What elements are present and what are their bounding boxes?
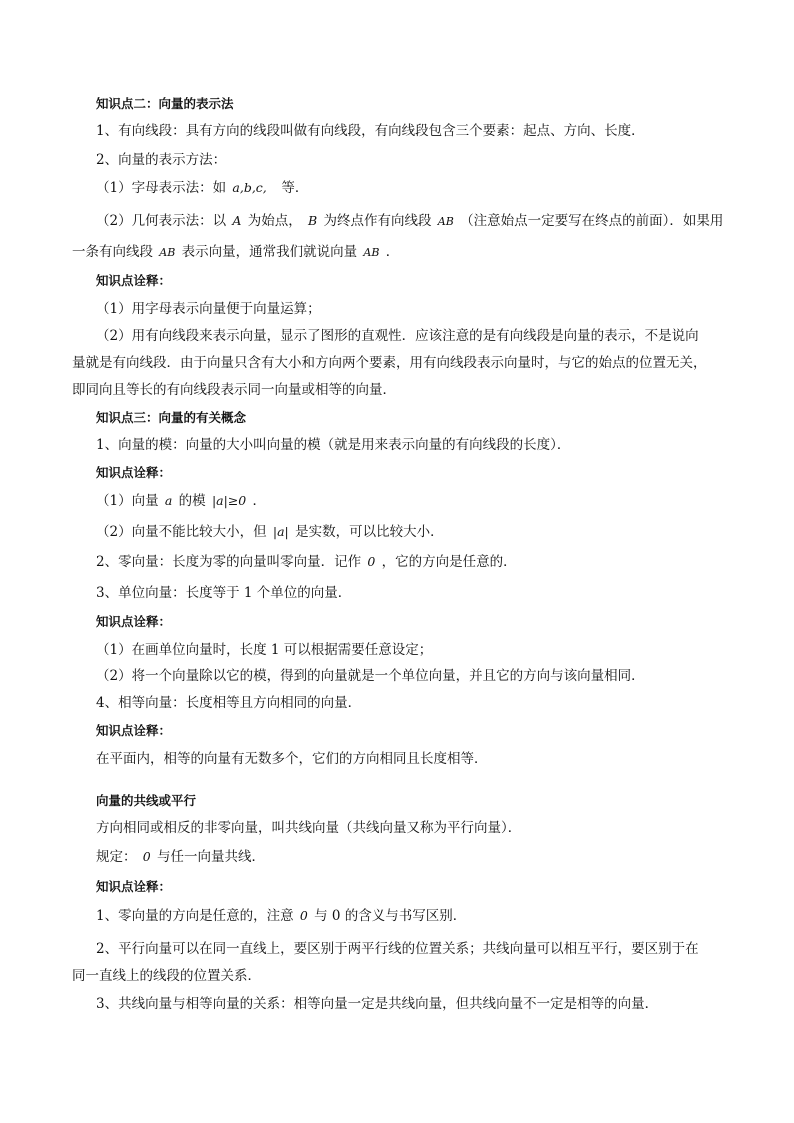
zero-vector-symbol: 0: [367, 554, 376, 569]
modulus-expression: |a|≥0: [211, 493, 247, 508]
note-unit-1: （1）在画单位向量时，长度 1 可以根据需要任意设定；: [96, 642, 433, 658]
note-collinear-2-line-1: 2、平行向量可以在同一直线上，要区别于两平行线的位置关系；共线向量可以相互平行，要区别于在: [96, 941, 699, 957]
note-2-line-2: 量就是有向线段．由于向量只含有大小和方向两个要素，用有向线段表示向量时，与它的始点的位置无关，: [72, 355, 707, 371]
paragraph-geometric-representation: [96, 212, 724, 231]
text: 一条有向线段: [72, 244, 153, 260]
vector-ab: AB: [159, 246, 176, 259]
text: 的模: [178, 493, 206, 509]
note-collinear-3: 3、共线向量与相等向量的关系：相等向量一定是共线向量，但共线向量不一定是相等的向量．: [96, 996, 659, 1012]
text: （1）向量: [96, 493, 159, 509]
text: 是实数，可以比较大小．: [295, 524, 444, 540]
vector-ab: AB: [437, 215, 454, 228]
text: （注意始点一定要写在终点的前面）．如果用: [460, 213, 724, 229]
text: ．: [252, 493, 267, 509]
note-2-line-1: （2）用有向线段来表示向量，显示了图形的直观性．应该注意的是有向线段是向量的表示，不是说向: [96, 328, 699, 344]
paragraph-representation: 2、向量的表示方法：: [96, 152, 227, 168]
note-equal-vector: 在平面内，相等的向量有无数多个，它们的方向相同且长度相等．: [96, 751, 488, 767]
note-modulus-1: [96, 492, 698, 510]
text: 表示向量，通常我们就说向量: [181, 244, 358, 260]
text: 1、零向量的方向是任意的，注意: [96, 908, 294, 924]
note-title: 知识点诠释：: [96, 614, 172, 629]
text: 等．: [281, 180, 309, 196]
paragraph-directed-segment: 1、有向线段：具有方向的线段叫做有向线段，有向线段包含三个要素：起点、方向、长度．: [96, 123, 645, 139]
paragraph-modulus: 1、向量的模：向量的大小叫向量的模（就是用来表示向量的有向线段的长度）．: [96, 437, 571, 453]
paragraph-equal-vector: 4、相等向量：长度相等且方向相同的向量．: [96, 695, 362, 711]
modulus-expression: |a|: [272, 524, 289, 539]
note-title: 知识点诠释：: [96, 879, 172, 894]
text: 与任一向量共线．: [157, 849, 266, 865]
note-title: 知识点诠释：: [96, 465, 172, 480]
zero-vector-symbol: 0: [142, 849, 151, 864]
note-collinear-1: [96, 907, 698, 925]
text: （2）几何表示法：以: [96, 213, 227, 229]
text: 为始点，: [247, 213, 302, 229]
paragraph-rule: [96, 848, 698, 866]
paragraph-unit-vector: 3、单位向量：长度等于 1 个单位的向量．: [96, 585, 352, 601]
section-title-3: 知识点三：向量的有关概念: [96, 410, 247, 425]
text: 为终点作有向线段: [323, 213, 432, 229]
vector-a: a: [164, 493, 173, 508]
text: 与 0 的含义与书写区别．: [314, 908, 467, 924]
text: （2）向量不能比较大小，但: [96, 524, 267, 540]
note-modulus-2: [96, 523, 698, 541]
note-title: 知识点诠释：: [96, 273, 172, 288]
note-collinear-2-line-2: 同一直线上的线段的位置关系．: [72, 968, 261, 984]
point-a: A: [232, 213, 242, 228]
text: （1）字母表示法：如: [96, 180, 227, 196]
text: 规定：: [96, 849, 137, 865]
text: ．: [385, 244, 400, 260]
text: 2、零向量：长度为零的向量叫零向量．记作: [96, 554, 362, 570]
note-1: （1）用字母表示向量便于向量运算；: [96, 301, 321, 317]
text: ，它的方向是任意的．: [381, 554, 517, 570]
vector-ab: AB: [363, 246, 380, 259]
paragraph-zero-vector: [96, 553, 698, 571]
section-title-2: 知识点二：向量的表示法: [96, 96, 234, 111]
paragraph-collinear: 方向相同或相反的非零向量，叫共线向量（共线向量又称为平行向量）．: [96, 820, 522, 836]
paragraph-letter-representation: [96, 179, 698, 197]
paragraph-geometric-representation-cont: [72, 243, 698, 262]
zero-vector-symbol: 0: [299, 908, 308, 923]
note-2-line-3: 即同向且等长的有向线段表示同一向量或相等的向量．: [72, 382, 396, 398]
section-title-4: 向量的共线或平行: [96, 793, 197, 808]
vector-symbols: a,b,c,: [232, 180, 267, 195]
note-unit-2: （2）将一个向量除以它的模，得到的向量就是一个单位向量，并且它的方向与该向量相同．: [96, 668, 645, 684]
note-title: 知识点诠释：: [96, 723, 172, 738]
point-b: B: [308, 213, 318, 228]
